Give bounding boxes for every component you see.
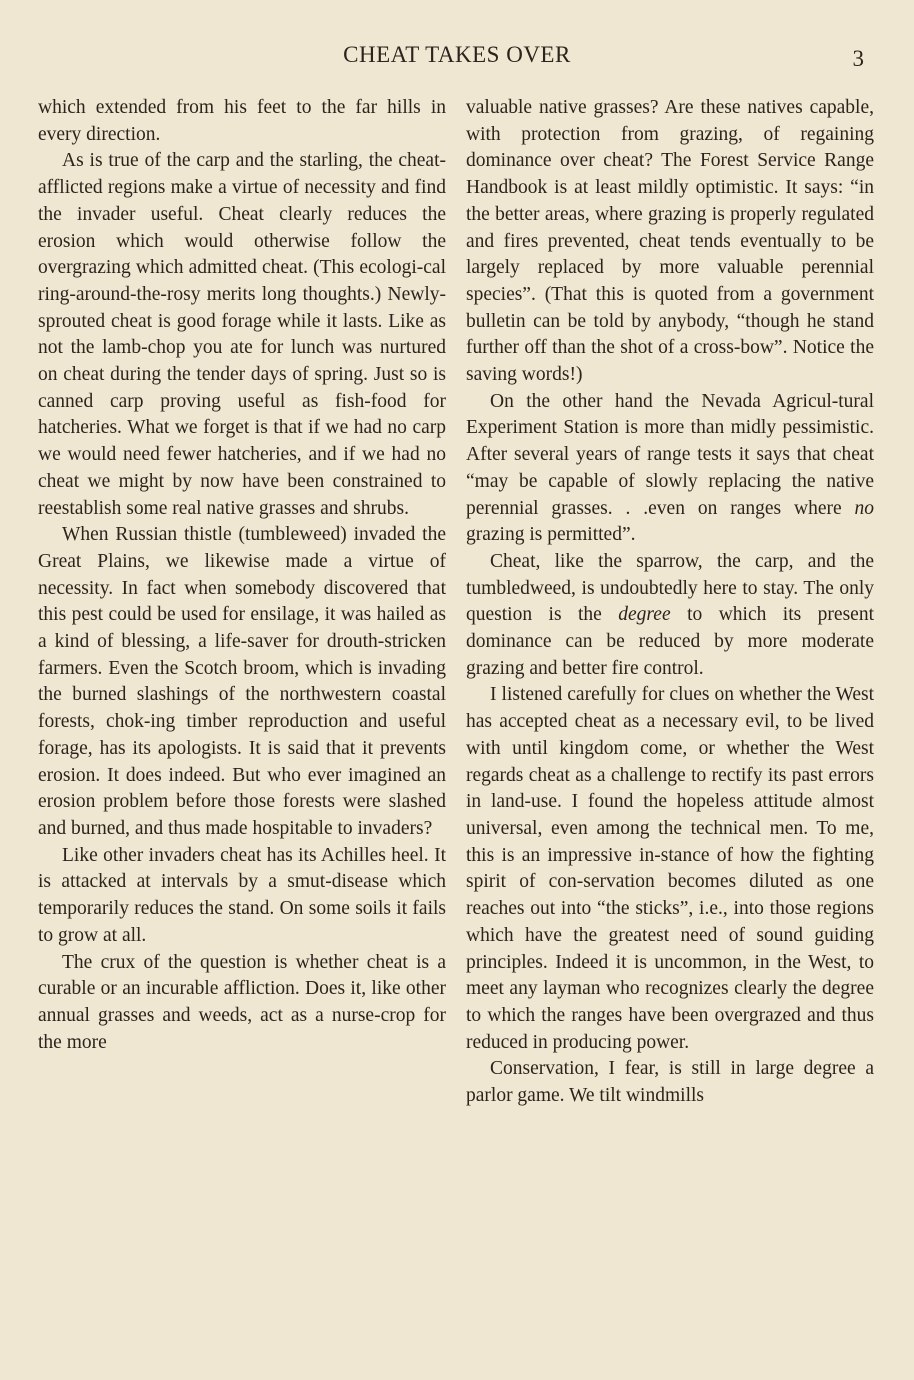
running-head: CHEAT TAKES OVER [343,42,571,67]
emphasis: degree [618,604,671,626]
left-column [38,95,446,1056]
paragraph: which extended from his feet to the far hills in every direction. [38,97,446,145]
paragraph: The crux of the question is whether cheat is a curable or an incurable affliction. Does it, like other annual grasses and weeds, act as a nurse-crop for the more [38,951,446,1053]
paragraph: When Russian thistle (tumbleweed) invaded the Great Plains, we likewise made a virtue of necessity. In fact when somebody discovered that this pest could be used for ensilage, it was hailed as a kind of blessing, a life-saver for drouth-stricken farmers. Even the Scotch broom, which is invading the burned slashings of the northwestern coastal forests, chok-ing timber reproduction and useful forage, has its apologists. It is said that it prevents erosion. It does indeed. But who ever imagined an erosion problem before those forests were slashed and burned, and thus made hospitable to invaders? [38,524,446,839]
text-run: Cheat, like the sparrow, the carp, and the tumbledweed, is undoubtedly here to stay. The only question is the [466,550,874,626]
paragraph: valuable native grasses? Are these natives capable, with protection from grazing, of regaining dominance over cheat? The Forest Service Range Handbook is at least mildly optimistic. It says: “in the better areas, where grazing is properly regulated and fires prevented, cheat tends eventually to be largely replaced by more valuable perennial species”. (That this is quoted from a government bulletin can be told by anybody, “though he stand further off than the shot of a cross-bow”. Notice the saving words!) [466,97,874,386]
paragraph [466,549,874,683]
paragraph: As is true of the carp and the starling, the cheat-afflicted regions make a virtue of necessity and find the invader useful. Cheat clearly reduces the erosion which would otherwise follow the overgrazing which admitted cheat. (This ecologi-cal ring-around-the-rosy merits long thoughts.) Newly-sprouted cheat is good forage while it lasts. Like as not the lamb-chop you ate for lunch was nurtured on cheat during the tender days of spring. Just so is canned carp proving useful as fish-food for hatcheries. What we forget is that if we had no carp we would need fewer hatcheries, and if we had no cheat we might by now have been constrained to reestablish some real native grasses and shrubs. [38,150,446,519]
page-header [0,42,914,76]
paragraph: Conservation, I fear, is still in large degree a parlor game. We tilt windmills [466,1058,874,1107]
paragraph: Like other invaders cheat has its Achilles heel. It is attacked at intervals by a smut-disease which temporarily reduces the stand. On some soils it fails to grow at all. [38,844,446,946]
right-column [466,95,874,1110]
page-number: 3 [852,46,864,71]
text-run: to which its present dominance can be reduced by more moderate grazing and better fire control. [466,604,874,679]
text-run: grazing is permitted”. [466,524,636,546]
emphasis: no [854,497,875,519]
text-run: On the other hand the Nevada Agricul-tural Experiment Station is more than midly pessimistic. After several years of range tests it says that cheat “may be capable of slowly replacing the native perennial grasses. . .even on ranges where [466,390,874,519]
paragraph: I listened carefully for clues on whether the West has accepted cheat as a necessary evil, to be lived with until kingdom come, or whether the West regards cheat as a challenge to rectify its past errors in land-use. I found the hopeless attitude almost universal, even among the technical men. To me, this is an impressive in-stance of how the fighting spirit of con-servation becomes diluted as one reaches out into “the sticks”, i.e., into those regions which have the greatest need of sound guiding principles. Indeed it is uncommon, in the West, to meet any layman who recognizes clearly the degree to which the ranges have been overgrazed and thus reduced in producing power. [466,684,874,1053]
paragraph [466,389,874,549]
